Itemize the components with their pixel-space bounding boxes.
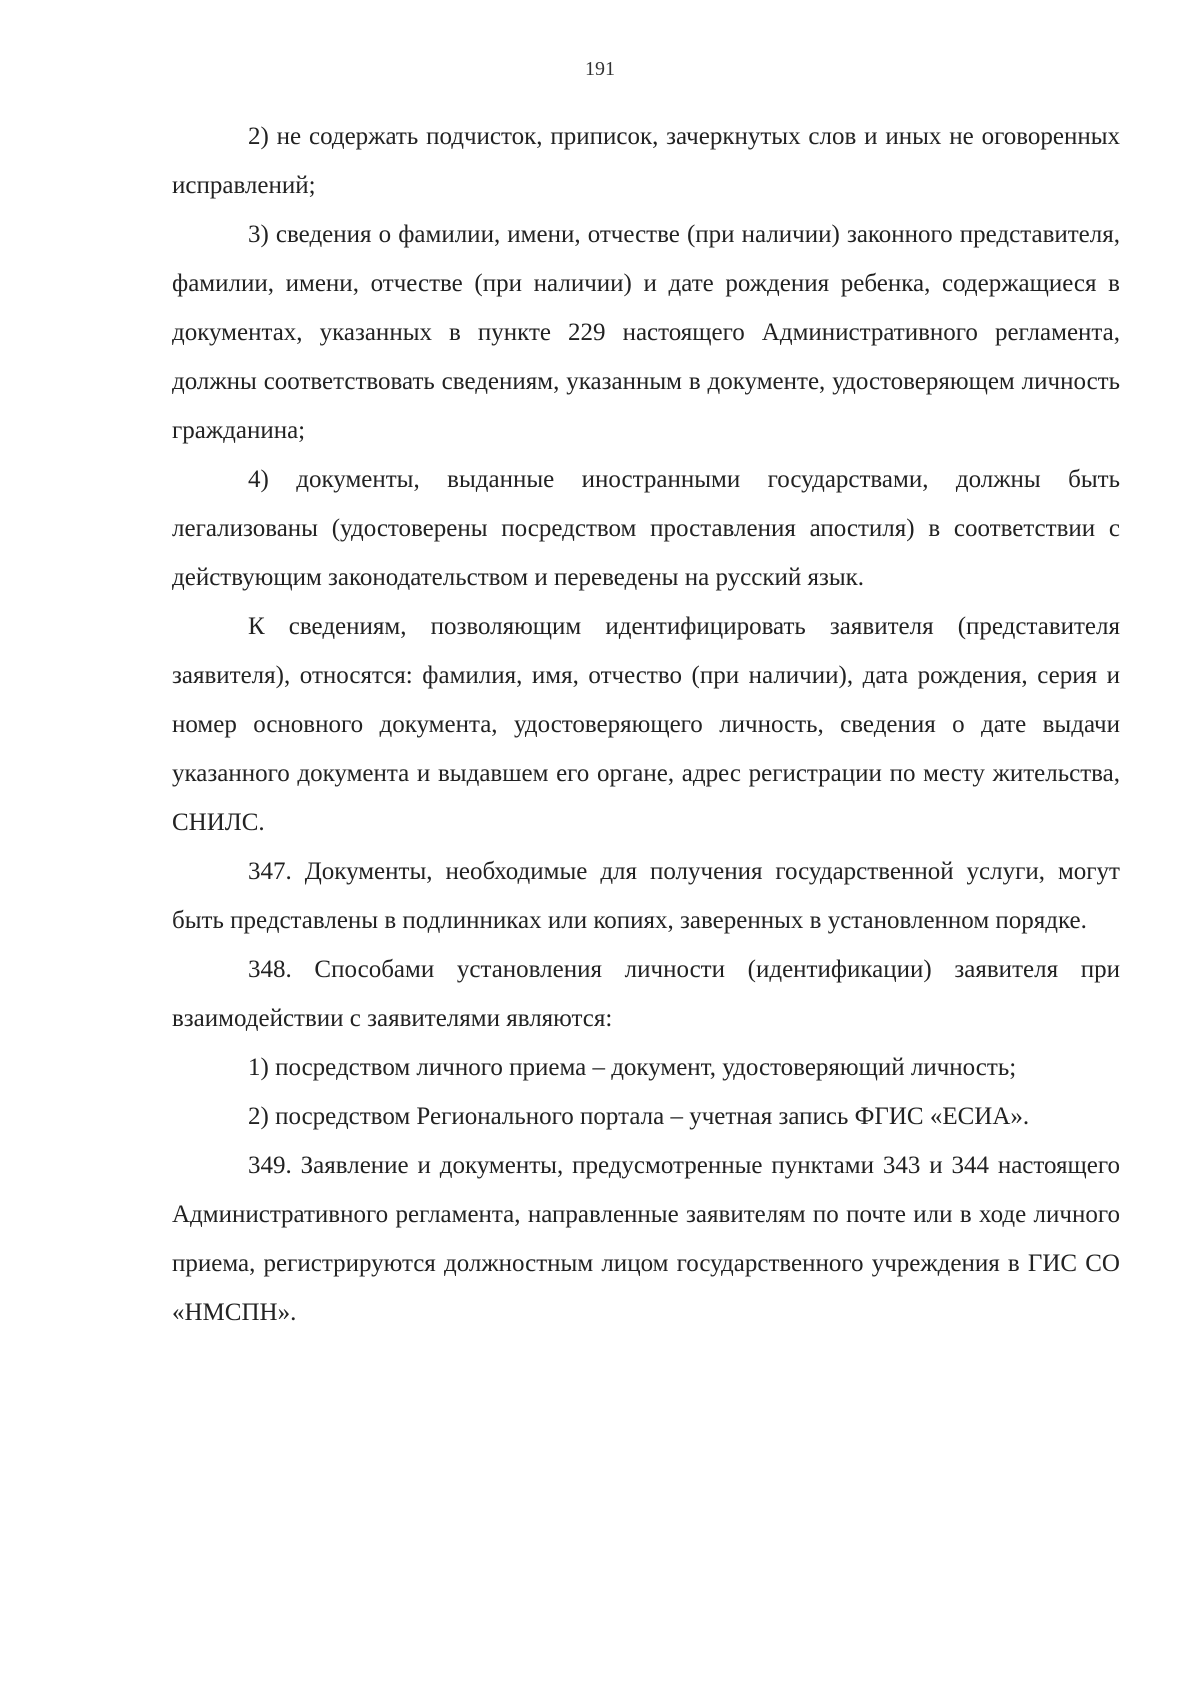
paragraph-item-3: 3) сведения о фамилии, имени, отчестве (при наличии) законного представителя, фамилии, имени, отчестве (при наличии) и дате рождения ребенка, содержащиеся в документах, указанных в пункте 229 настоящего Административного регламента, должны соответствовать сведениям, указанным в документе, удостоверяющем личность гражданина;	[172, 221, 1120, 444]
paragraph-regional-portal: 2) посредством Регионального портала – учетная запись ФГИС «ЕСИА».	[248, 1103, 1030, 1130]
paragraph-clause-347: 347. Документы, необходимые для получения государственной услуги, могут быть представлены в подлинниках или копиях, заверенных в установленном порядке.	[172, 858, 1120, 934]
paragraph-identification-data: К сведениям, позволяющим идентифицировать заявителя (представителя заявителя), относятся: фамилия, имя, отчество (при наличии), дата рождения, серия и номер основного документа, удостоверяющего личность, сведения о дате выдачи указанного документа и выдавшем его органе, адрес регистрации по месту жительства, СНИЛС.	[172, 613, 1120, 836]
document-body	[172, 112, 1120, 1337]
paragraph-personal-reception: 1) посредством личного приема – документ, удостоверяющий личность;	[248, 1054, 1017, 1081]
paragraph-clause-349: 349. Заявление и документы, предусмотренные пунктами 343 и 344 настоящего Административного регламента, направленные заявителям по почте или в ходе личного приема, регистрируются должностным лицом государственного учреждения в ГИС СО «НМСПН».	[172, 1152, 1120, 1326]
paragraph-clause-348: 348. Способами установления личности (идентификации) заявителя при взаимодействии с заявителями являются:	[172, 956, 1120, 1032]
paragraph-item-4: 4) документы, выданные иностранными государствами, должны быть легализованы (удостоверены посредством проставления апостиля) в соответствии с действующим законодательством и переведены на русский язык.	[172, 466, 1120, 591]
paragraph-item-2: 2) не содержать подчисток, приписок, зачеркнутых слов и иных не оговоренных исправлений;	[172, 123, 1120, 199]
page-number: 191	[585, 58, 615, 80]
